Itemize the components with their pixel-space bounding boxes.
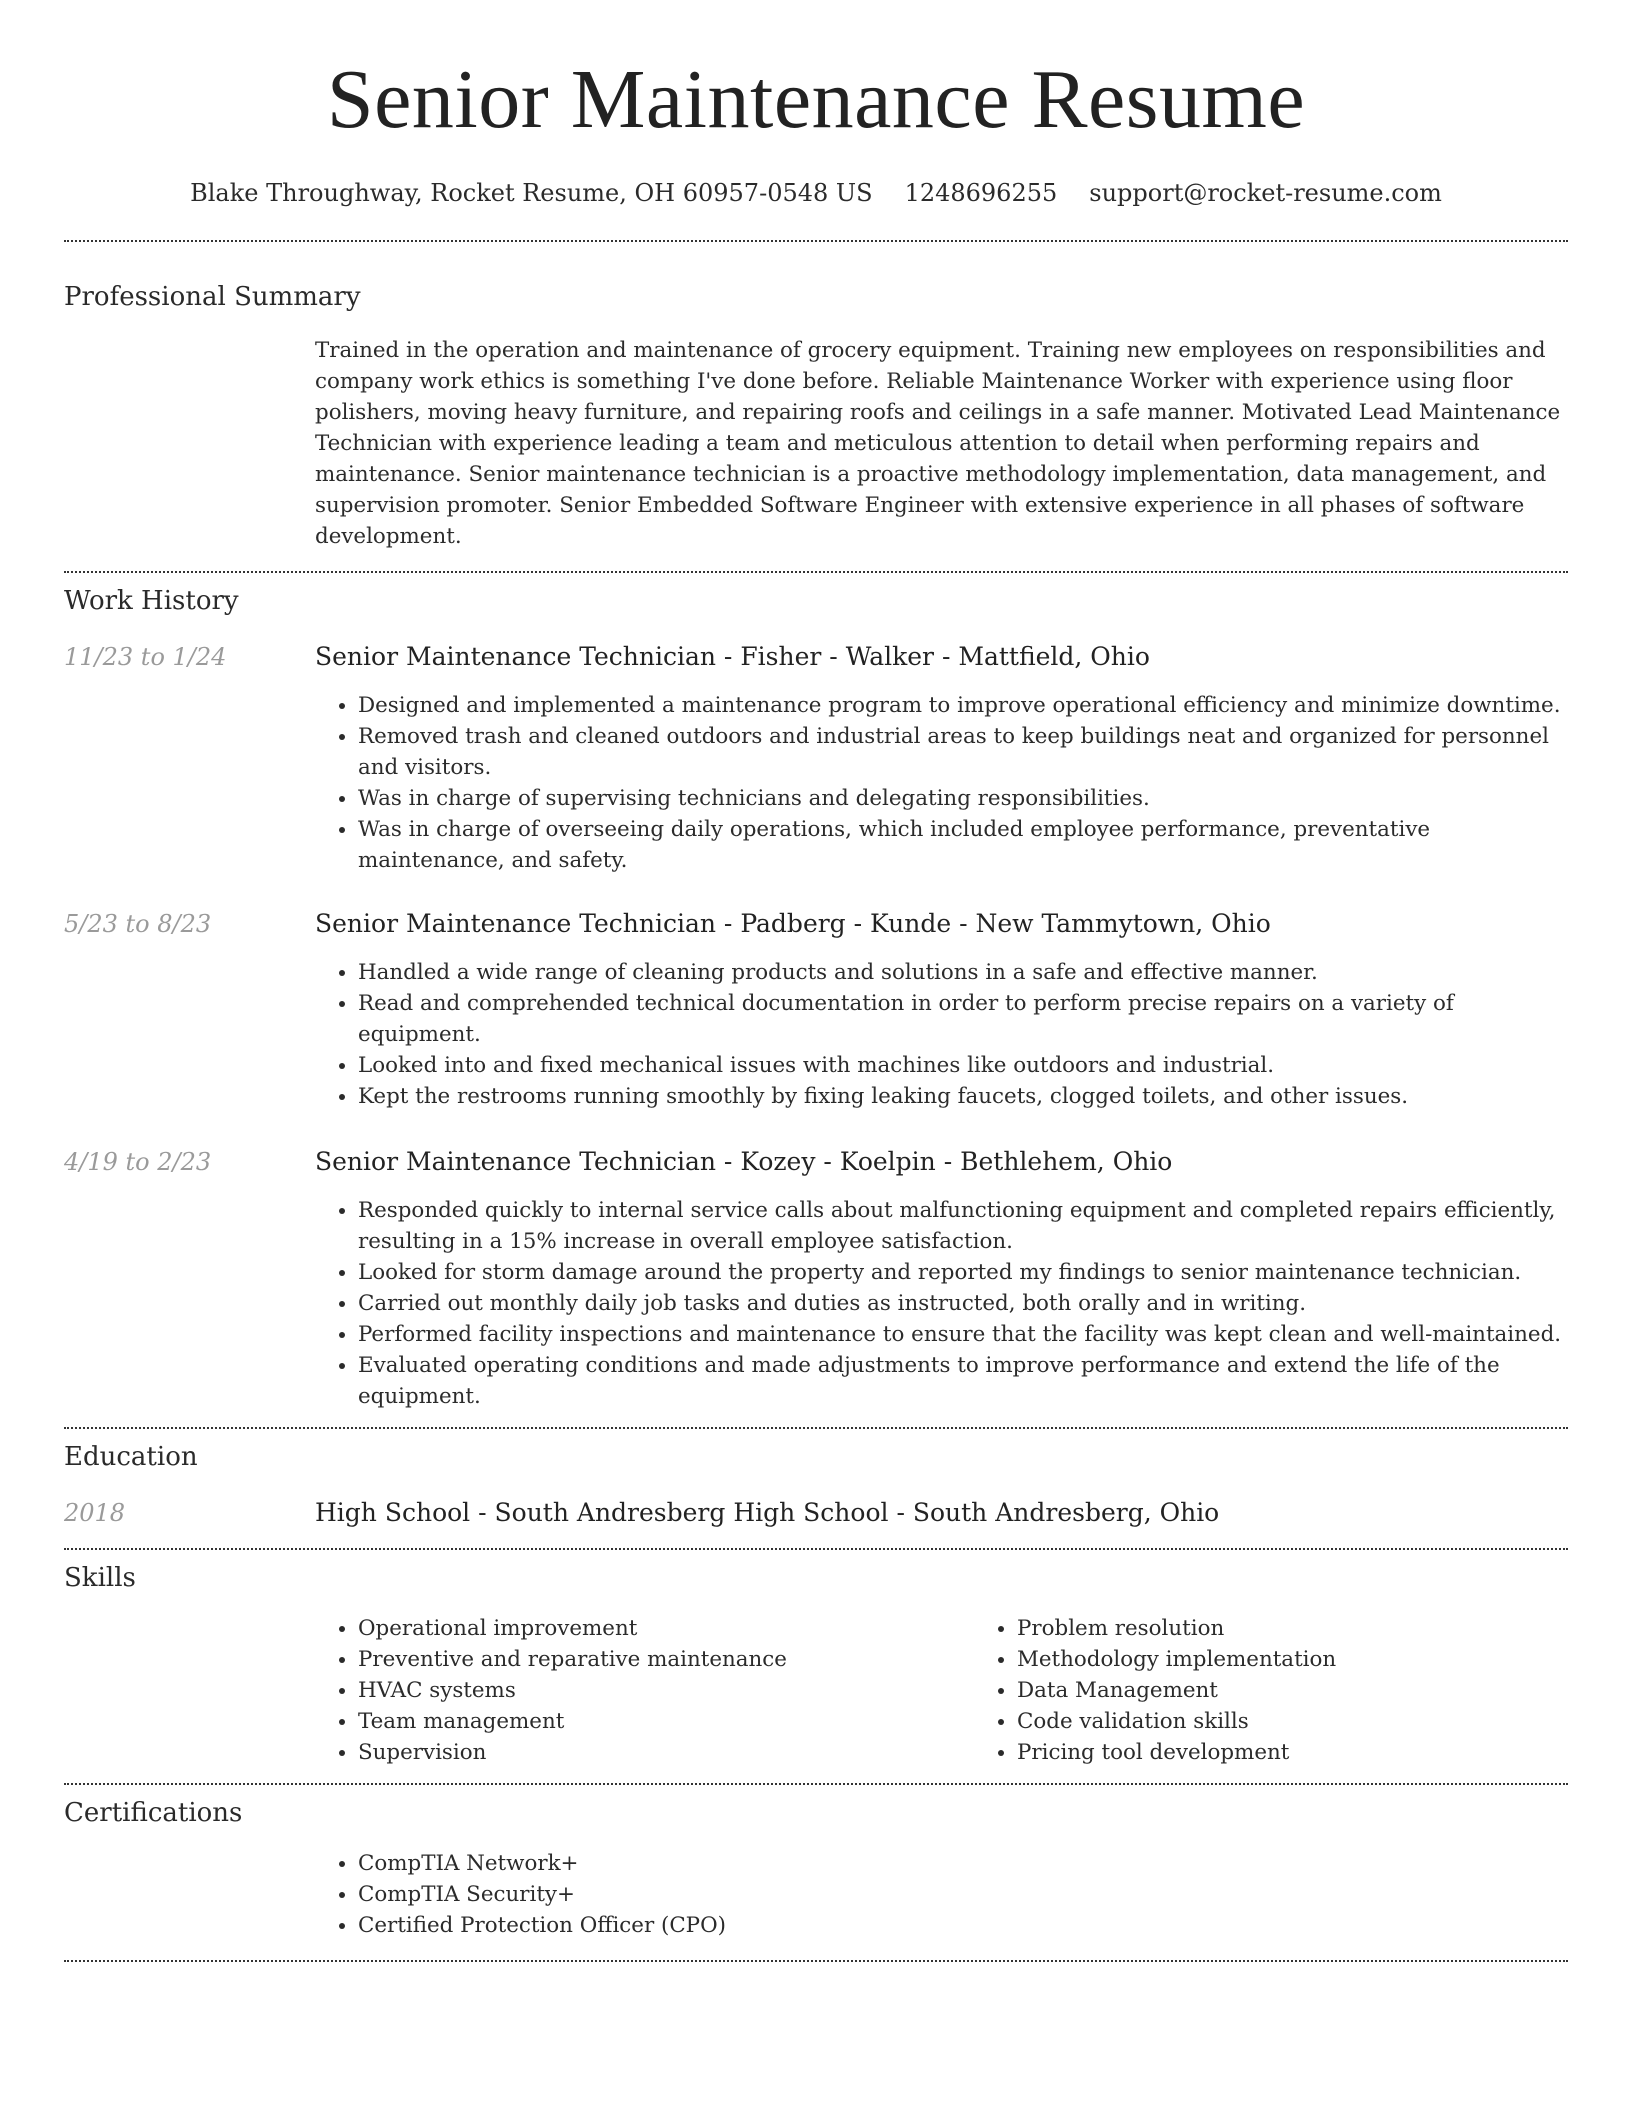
work-history-heading: Work History [64, 586, 239, 616]
list-item: • Code validation skills [1017, 1706, 1632, 1737]
education-entry: High School - South Andresberg High School - South Andresberg, Ohio [315, 1498, 1220, 1527]
list-item: • Team management [358, 1706, 974, 1737]
list-item: • Operational improvement [358, 1613, 974, 1644]
summary-text: Trained in the operation and maintenance of grocery equipment. Training new employees on responsibilities and company work ethics is something I've done before. Reliable Maintenance Worker with experience using floor polishers, moving heavy furniture, and repairing roofs and ceilings in a safe manner. Motivated Lead Maintenance Technician with experience leading a team and meticulous attention to detail when performing repairs and maintenance. Senior maintenance technician is a proactive methodology implementation, data management, and supervision promoter. Senior Embedded Software Engineer with extensive experience in all phases of software development. [315, 338, 1561, 549]
skills-list-right [974, 1613, 1632, 1768]
education-heading: Education [64, 1442, 198, 1472]
list-item: • Methodology implementation [1017, 1644, 1632, 1675]
list-item: • HVAC systems [358, 1675, 974, 1706]
contact-line [64, 178, 1568, 208]
job-entry [64, 642, 1568, 876]
list-item: • Looked into and fixed mechanical issues with machines like outdoors and industrial. [358, 1050, 1568, 1081]
skills-spacer [64, 1613, 315, 1768]
work-history-section [64, 573, 1568, 1412]
certifications-list [315, 1848, 1568, 1941]
contact-email: support@rocket-resume.com [1089, 179, 1442, 207]
job-duties [315, 690, 1568, 876]
job-dates: 11/23 to 1/24 [64, 643, 227, 671]
contact-address: Blake Throughway, Rocket Resume, OH 60957-0548 US [190, 179, 873, 207]
list-item: • Certified Protection Officer (CPO) [358, 1910, 1568, 1941]
job-title: Senior Maintenance Technician - Padberg - Kunde - New Tammytown, Ohio [315, 909, 1271, 938]
job-duties [315, 957, 1568, 1112]
list-item: • Problem resolution [1017, 1613, 1632, 1644]
education-section [64, 1429, 1568, 1528]
certifications-section [64, 1785, 1568, 1941]
list-item: • Performed facility inspections and maintenance to ensure that the facility was kept clean and well-maintained. [358, 1319, 1568, 1350]
job-entry [64, 909, 1568, 1112]
list-item: • Removed trash and cleaned outdoors and industrial areas to keep buildings neat and organized for personnel and visitors. [358, 721, 1568, 783]
list-item: • Was in charge of overseeing daily operations, which included employee performance, preventative maintenance, and safety. [358, 814, 1568, 876]
list-item: • Kept the restrooms running smoothly by fixing leaking faucets, clogged toilets, and other issues. [358, 1081, 1568, 1112]
list-item: • Supervision [358, 1737, 974, 1768]
list-item: • Handled a wide range of cleaning products and solutions in a safe and effective manner. [358, 957, 1568, 988]
summary-spacer [64, 335, 315, 552]
job-title: Senior Maintenance Technician - Fisher - Walker - Mattfield, Ohio [315, 642, 1150, 671]
job-title: Senior Maintenance Technician - Kozey - Koelpin - Bethlehem, Ohio [315, 1147, 1173, 1176]
job-dates: 4/19 to 2/23 [64, 1148, 212, 1176]
skills-section [64, 1550, 1568, 1768]
list-item: • Was in charge of supervising technicians and delegating responsibilities. [358, 783, 1568, 814]
summary-heading: Professional Summary [64, 282, 361, 312]
job-dates: 5/23 to 8/23 [64, 910, 212, 938]
certifications-spacer [64, 1848, 315, 1941]
contact-phone: 1248696255 [904, 179, 1058, 207]
list-item: • Pricing tool development [1017, 1737, 1632, 1768]
job-entry [64, 1147, 1568, 1412]
summary-section [64, 242, 1568, 552]
certifications-heading: Certifications [64, 1798, 243, 1828]
list-item: • Designed and implemented a maintenance program to improve operational efficiency and minimize downtime. [358, 690, 1568, 721]
education-year: 2018 [64, 1499, 126, 1527]
section-divider [64, 1960, 1568, 1962]
list-item: • Evaluated operating conditions and made adjustments to improve performance and extend the life of the equipment. [358, 1350, 1568, 1412]
resume-title: Senior Maintenance Resume [326, 53, 1306, 146]
job-duties [315, 1195, 1568, 1412]
list-item: • Read and comprehended technical documentation in order to perform precise repairs on a variety of equipment. [358, 988, 1568, 1050]
list-item: • Looked for storm damage around the property and reported my findings to senior maintenance technician. [358, 1257, 1568, 1288]
list-item: • CompTIA Security+ [358, 1879, 1568, 1910]
list-item: • Data Management [1017, 1675, 1632, 1706]
skills-list-left [315, 1613, 974, 1768]
list-item: • Carried out monthly daily job tasks and duties as instructed, both orally and in writing. [358, 1288, 1568, 1319]
list-item: • Responded quickly to internal service calls about malfunctioning equipment and completed repairs efficiently, resulting in a 15% increase in overall employee satisfaction. [358, 1195, 1568, 1257]
list-item: • Preventive and reparative maintenance [358, 1644, 974, 1675]
list-item: • CompTIA Network+ [358, 1848, 1568, 1879]
skills-heading: Skills [64, 1563, 136, 1593]
